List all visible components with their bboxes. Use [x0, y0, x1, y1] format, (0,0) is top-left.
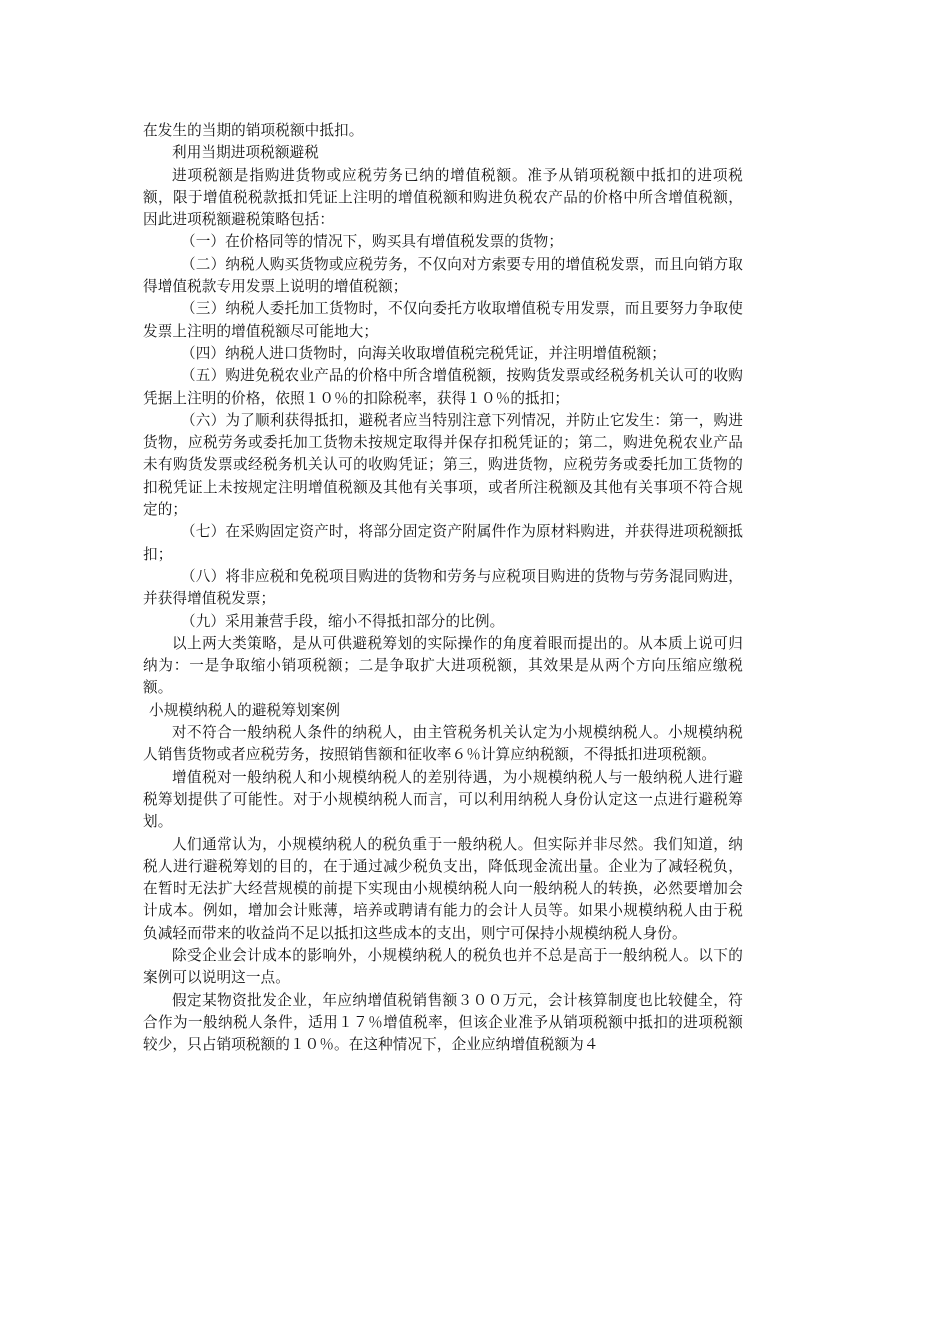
list-item: （七）在采购固定资产时，将部分固定资产附属件作为原材料购进，并获得进项税额抵扣； [143, 523, 743, 563]
paragraph: 对不符合一般纳税人条件的纳税人，由主管税务机关认定为小规模纳税人。小规模纳税人销售货物或者应税劳务，按照销售额和征收率６％计算应纳税额，不得抵扣进项税额。 [143, 724, 743, 764]
paragraph: 人们通常认为，小规模纳税人的税负重于一般纳税人。但实际并非尽然。我们知道，纳税人进行避税筹划的目的，在于通过减少税负支出，降低现金流出量。企业为了减轻税负，在暂时无法扩大经营规模的前提下实现由小规模纳税人向一般纳税人的转换，必然要增加会计成本。例如，增加会计账薄，培养或聘请有能力的会计人员等。如果小规模纳税人由于税负减轻而带来的收益尚不足以抵扣这些成本的支出，则宁可保持小规模纳税人身份。 [143, 835, 743, 942]
list-item: （四）纳税人进口货物时，向海关收取增值税完税凭证，并注明增值税额； [181, 344, 666, 362]
paragraph: 假定某物资批发企业，年应纳增值税销售额３００万元，会计核算制度也比较健全，符合作为一般纳税人条件，适用１７％增值税率，但该企业准予从销项税额中抵扣的进项税额较少，只占销项税额的１０％。在这种情况下，企业应纳增值税额为４ [143, 991, 743, 1054]
paragraph: 除受企业会计成本的影响外，小规模纳税人的税负也并不总是高于一般纳税人。以下的案例可以说明这一点。 [143, 946, 743, 987]
list-item: （八）将非应税和免税项目购进的货物和劳务与应税项目购进的货物与劳务混同购进，并获得增值税发票； [143, 567, 743, 608]
paragraph: 以上两大类策略，是从可供避税筹划的实际操作的角度着眼而提出的。从本质上说可归纳为：一是争取缩小销项税额；二是争取扩大进项税额，其效果是从两个方向压缩应缴税额。 [143, 634, 743, 697]
list-item: （二）纳税人购买货物或应税劳务，不仅向对方索要专用的增值税发票，而且向销方取得增值税款专用发票上说明的增值税额； [143, 255, 743, 296]
list-item: （三）纳税人委托加工货物时，不仅向委托方收取增值税专用发票，而且要努力争取使发票上注明的增值税额尽可能地大； [143, 300, 743, 340]
section-heading: 利用当期进项税额避税 [172, 144, 319, 162]
list-item: （九）采用兼营手段，缩小不得抵扣部分的比例。 [181, 612, 505, 630]
list-item: （六）为了顺利获得抵扣，避税者应当特别注意下列情况，并防止它发生：第一，购进货物，应税劳务或委托加工货物未按规定取得并保存扣税凭证的；第二，购进免税农业产品未有购货发票或经税务机关认可的收购凭证；第三，购进货物，应税劳务或委托加工货物的扣税凭证上未按规定注明增值税额及其他有关事项，或者所注税额及其他有关事项不符合规定的； [143, 411, 743, 519]
section-heading: 小规模纳税人的避税筹划案例 [149, 701, 341, 719]
list-item: （一）在价格同等的情况下，购买具有增值税发票的货物； [181, 233, 564, 251]
list-item: （五）购进免税农业产品的价格中所含增值税额，按购货发票或经税务机关认可的收购凭据上注明的价格，依照１０％的扣除税率，获得１０％的抵扣； [143, 367, 743, 407]
paragraph: 进项税额是指购进货物或应税劳务已纳的增值税额。准予从销项税额中抵扣的进项税额，限于增值税税款抵扣凭证上注明的增值税额和购进负税农产品的价格中所含增值税额，因此进项税额避税策略包括： [143, 166, 743, 229]
paragraph: 在发生的当期的销项税额中抵扣。 [143, 122, 364, 139]
document-body [143, 120, 743, 1056]
paragraph: 增值税对一般纳税人和小规模纳税人的差别待遇，为小规模纳税人与一般纳税人进行避税筹划提供了可能性。对于小规模纳税人而言，可以利用纳税人身份认定这一点进行避税筹划。 [143, 768, 743, 831]
